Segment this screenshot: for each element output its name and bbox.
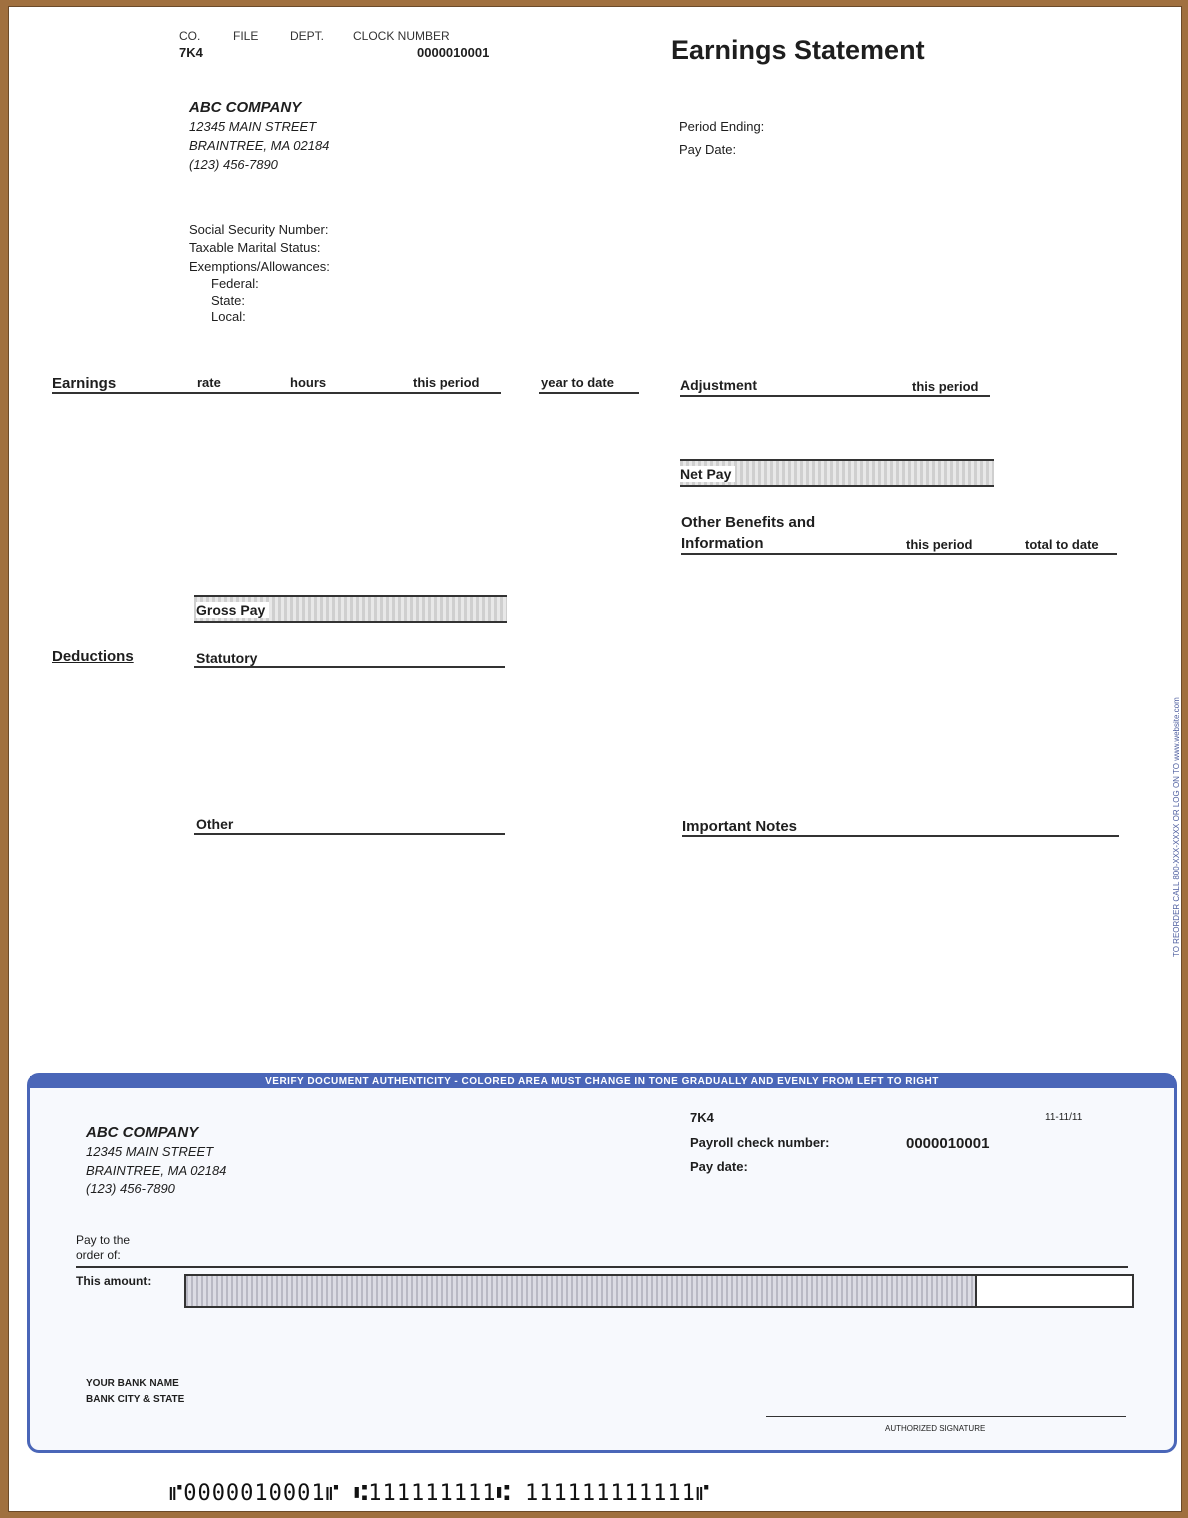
local-label: Local: — [211, 309, 246, 324]
pay-date-label: Pay Date: — [679, 142, 737, 157]
file-label: FILE — [233, 29, 259, 43]
ytd-column: year to date — [541, 375, 614, 390]
rate-column: rate — [197, 375, 221, 390]
state-label: State: — [211, 293, 245, 308]
reorder-strip: TO REORDER CALL 800-XXX-XXXX OR LOG ON TO www.website.com — [1172, 697, 1181, 957]
benefits-heading-line2: Information — [681, 535, 764, 552]
pay-to-label-line2: order of: — [76, 1248, 121, 1262]
marital-status-label: Taxable Marital Status: — [189, 240, 321, 255]
statutory-heading: Statutory — [196, 650, 258, 666]
signature-line — [766, 1416, 1126, 1417]
check-company-street: 12345 MAIN STREET — [86, 1144, 214, 1159]
security-band: VERIFY DOCUMENT AUTHENTICITY - COLORED AREA MUST CHANGE IN TONE GRADUALLY AND EVENLY FROM LEFT TO RIGHT — [30, 1076, 1174, 1088]
check-company-phone: (123) 456-7890 — [86, 1181, 175, 1196]
bank-city: BANK CITY & STATE — [86, 1394, 185, 1405]
check-pay-date-label: Pay date: — [690, 1159, 748, 1174]
adjustment-rule — [680, 395, 990, 397]
important-notes-heading: Important Notes — [682, 818, 798, 835]
benefits-rule — [681, 553, 1117, 555]
company-phone: (123) 456-7890 — [189, 157, 278, 172]
adjustment-heading: Adjustment — [680, 377, 757, 393]
adjustment-this-period: this period — [912, 379, 979, 394]
statutory-rule — [194, 666, 505, 668]
this-period-column: this period — [413, 375, 480, 390]
co-label: CO. — [179, 29, 201, 43]
micr-line: ⑈0000010001⑈ ⑆111111111⑆ 111111111111⑈ — [169, 1481, 711, 1506]
co-value: 7K4 — [179, 45, 203, 60]
dept-label: DEPT. — [290, 29, 325, 43]
check-company-name: ABC COMPANY — [86, 1124, 199, 1141]
check-company-city: BRAINTREE, MA 02184 — [86, 1163, 227, 1178]
earnings-rule — [52, 392, 501, 394]
check-number: 0000010001 — [906, 1135, 990, 1152]
net-pay-label: Net Pay — [680, 466, 735, 482]
federal-label: Federal: — [211, 276, 259, 291]
amount-label: This amount: — [76, 1274, 152, 1288]
clock-number-label: CLOCK NUMBER — [353, 29, 450, 43]
ytd-rule — [539, 392, 639, 394]
payroll-check — [27, 1073, 1177, 1453]
signature-label: AUTHORIZED SIGNATURE — [885, 1424, 986, 1433]
earnings-heading: Earnings — [52, 375, 117, 392]
clock-number-value: 0000010001 — [417, 45, 490, 60]
check-fraction: 11-11/11 — [1045, 1112, 1083, 1123]
notes-rule — [682, 835, 1119, 837]
other-rule — [194, 833, 505, 835]
company-city: BRAINTREE, MA 02184 — [189, 138, 330, 153]
benefits-total-to-date: total to date — [1025, 537, 1099, 552]
amount-field — [184, 1274, 978, 1308]
other-deductions-heading: Other — [196, 816, 234, 832]
benefits-this-period: this period — [906, 537, 973, 552]
deductions-heading: Deductions — [52, 648, 134, 665]
bank-name: YOUR BANK NAME — [86, 1378, 179, 1389]
benefits-heading-line1: Other Benefits and — [681, 514, 816, 531]
gross-pay-label: Gross Pay — [196, 602, 269, 618]
hours-column: hours — [290, 375, 327, 390]
exemptions-label: Exemptions/Allowances: — [189, 259, 330, 274]
ssn-label: Social Security Number: — [189, 222, 329, 237]
page — [8, 6, 1182, 1512]
check-number-label: Payroll check number: — [690, 1135, 830, 1150]
statement-title: Earnings Statement — [671, 35, 925, 65]
pay-to-label-line1: Pay to the — [76, 1233, 131, 1247]
period-ending-label: Period Ending: — [679, 119, 765, 134]
company-name: ABC COMPANY — [189, 99, 302, 116]
check-co-value: 7K4 — [690, 1110, 714, 1125]
company-street: 12345 MAIN STREET — [189, 119, 317, 134]
payee-line — [76, 1266, 1128, 1268]
amount-box — [975, 1274, 1134, 1308]
